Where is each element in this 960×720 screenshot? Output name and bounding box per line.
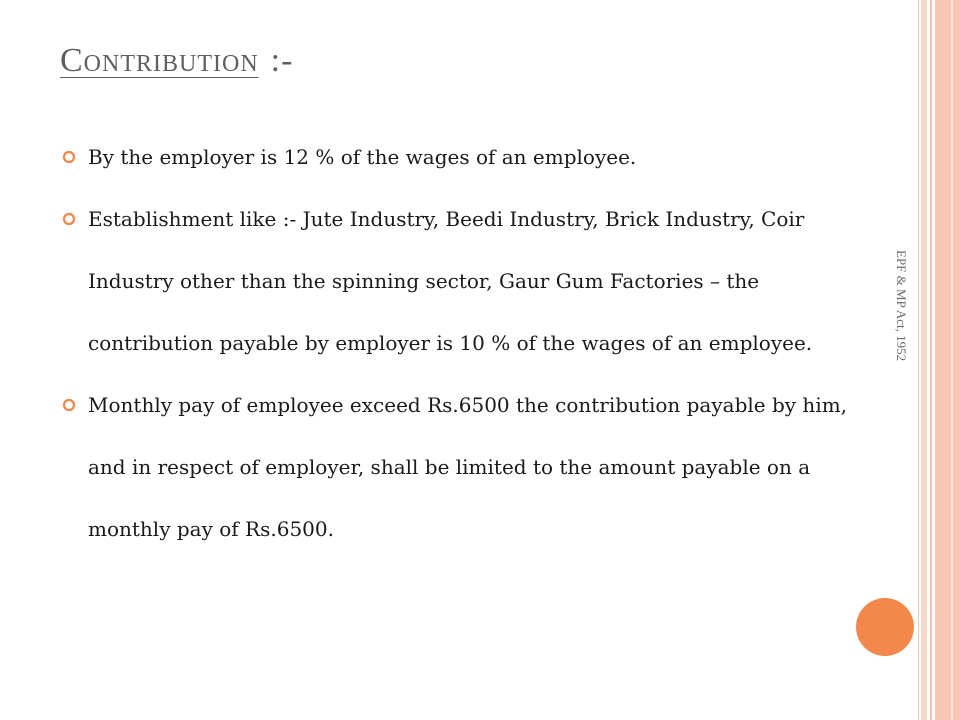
- slide-title-suffix: :-: [270, 42, 294, 79]
- bullet-item: [62, 188, 852, 374]
- decorative-stripe: [918, 0, 919, 720]
- bullet-text: Monthly pay of employee exceed Rs.6500 the contribution payable by him, and in respect of employer, shall be limited to the amount payable on a monthly pay of Rs.6500.: [88, 393, 848, 541]
- side-footer-label: EPF & MP Act, 1952: [894, 250, 909, 362]
- orange-ring-bullet-icon: [62, 398, 76, 412]
- decorative-stripe: [921, 0, 927, 720]
- slide-title-text: Contribution: [60, 42, 259, 79]
- orange-ring-bullet-icon: [62, 212, 76, 226]
- bullet-text: By the employer is 12 % of the wages of an employee.: [88, 145, 637, 169]
- bullet-list: [62, 126, 852, 560]
- decorative-stripe: [935, 0, 960, 720]
- bullet-item: [62, 126, 852, 188]
- bullet-item: [62, 374, 852, 560]
- bullet-text: Establishment like :- Jute Industry, Beedi Industry, Brick Industry, Coir Industry other than the spinning sector, Gaur Gum Factories – the contribution payable by employer is 10 % of the wages of an employee.: [88, 207, 813, 355]
- decorative-stripe: [951, 0, 953, 720]
- decorative-orange-circle: [856, 598, 914, 656]
- decorative-stripe: [930, 0, 932, 720]
- orange-ring-bullet-icon: [62, 150, 76, 164]
- slide-title: [60, 42, 293, 80]
